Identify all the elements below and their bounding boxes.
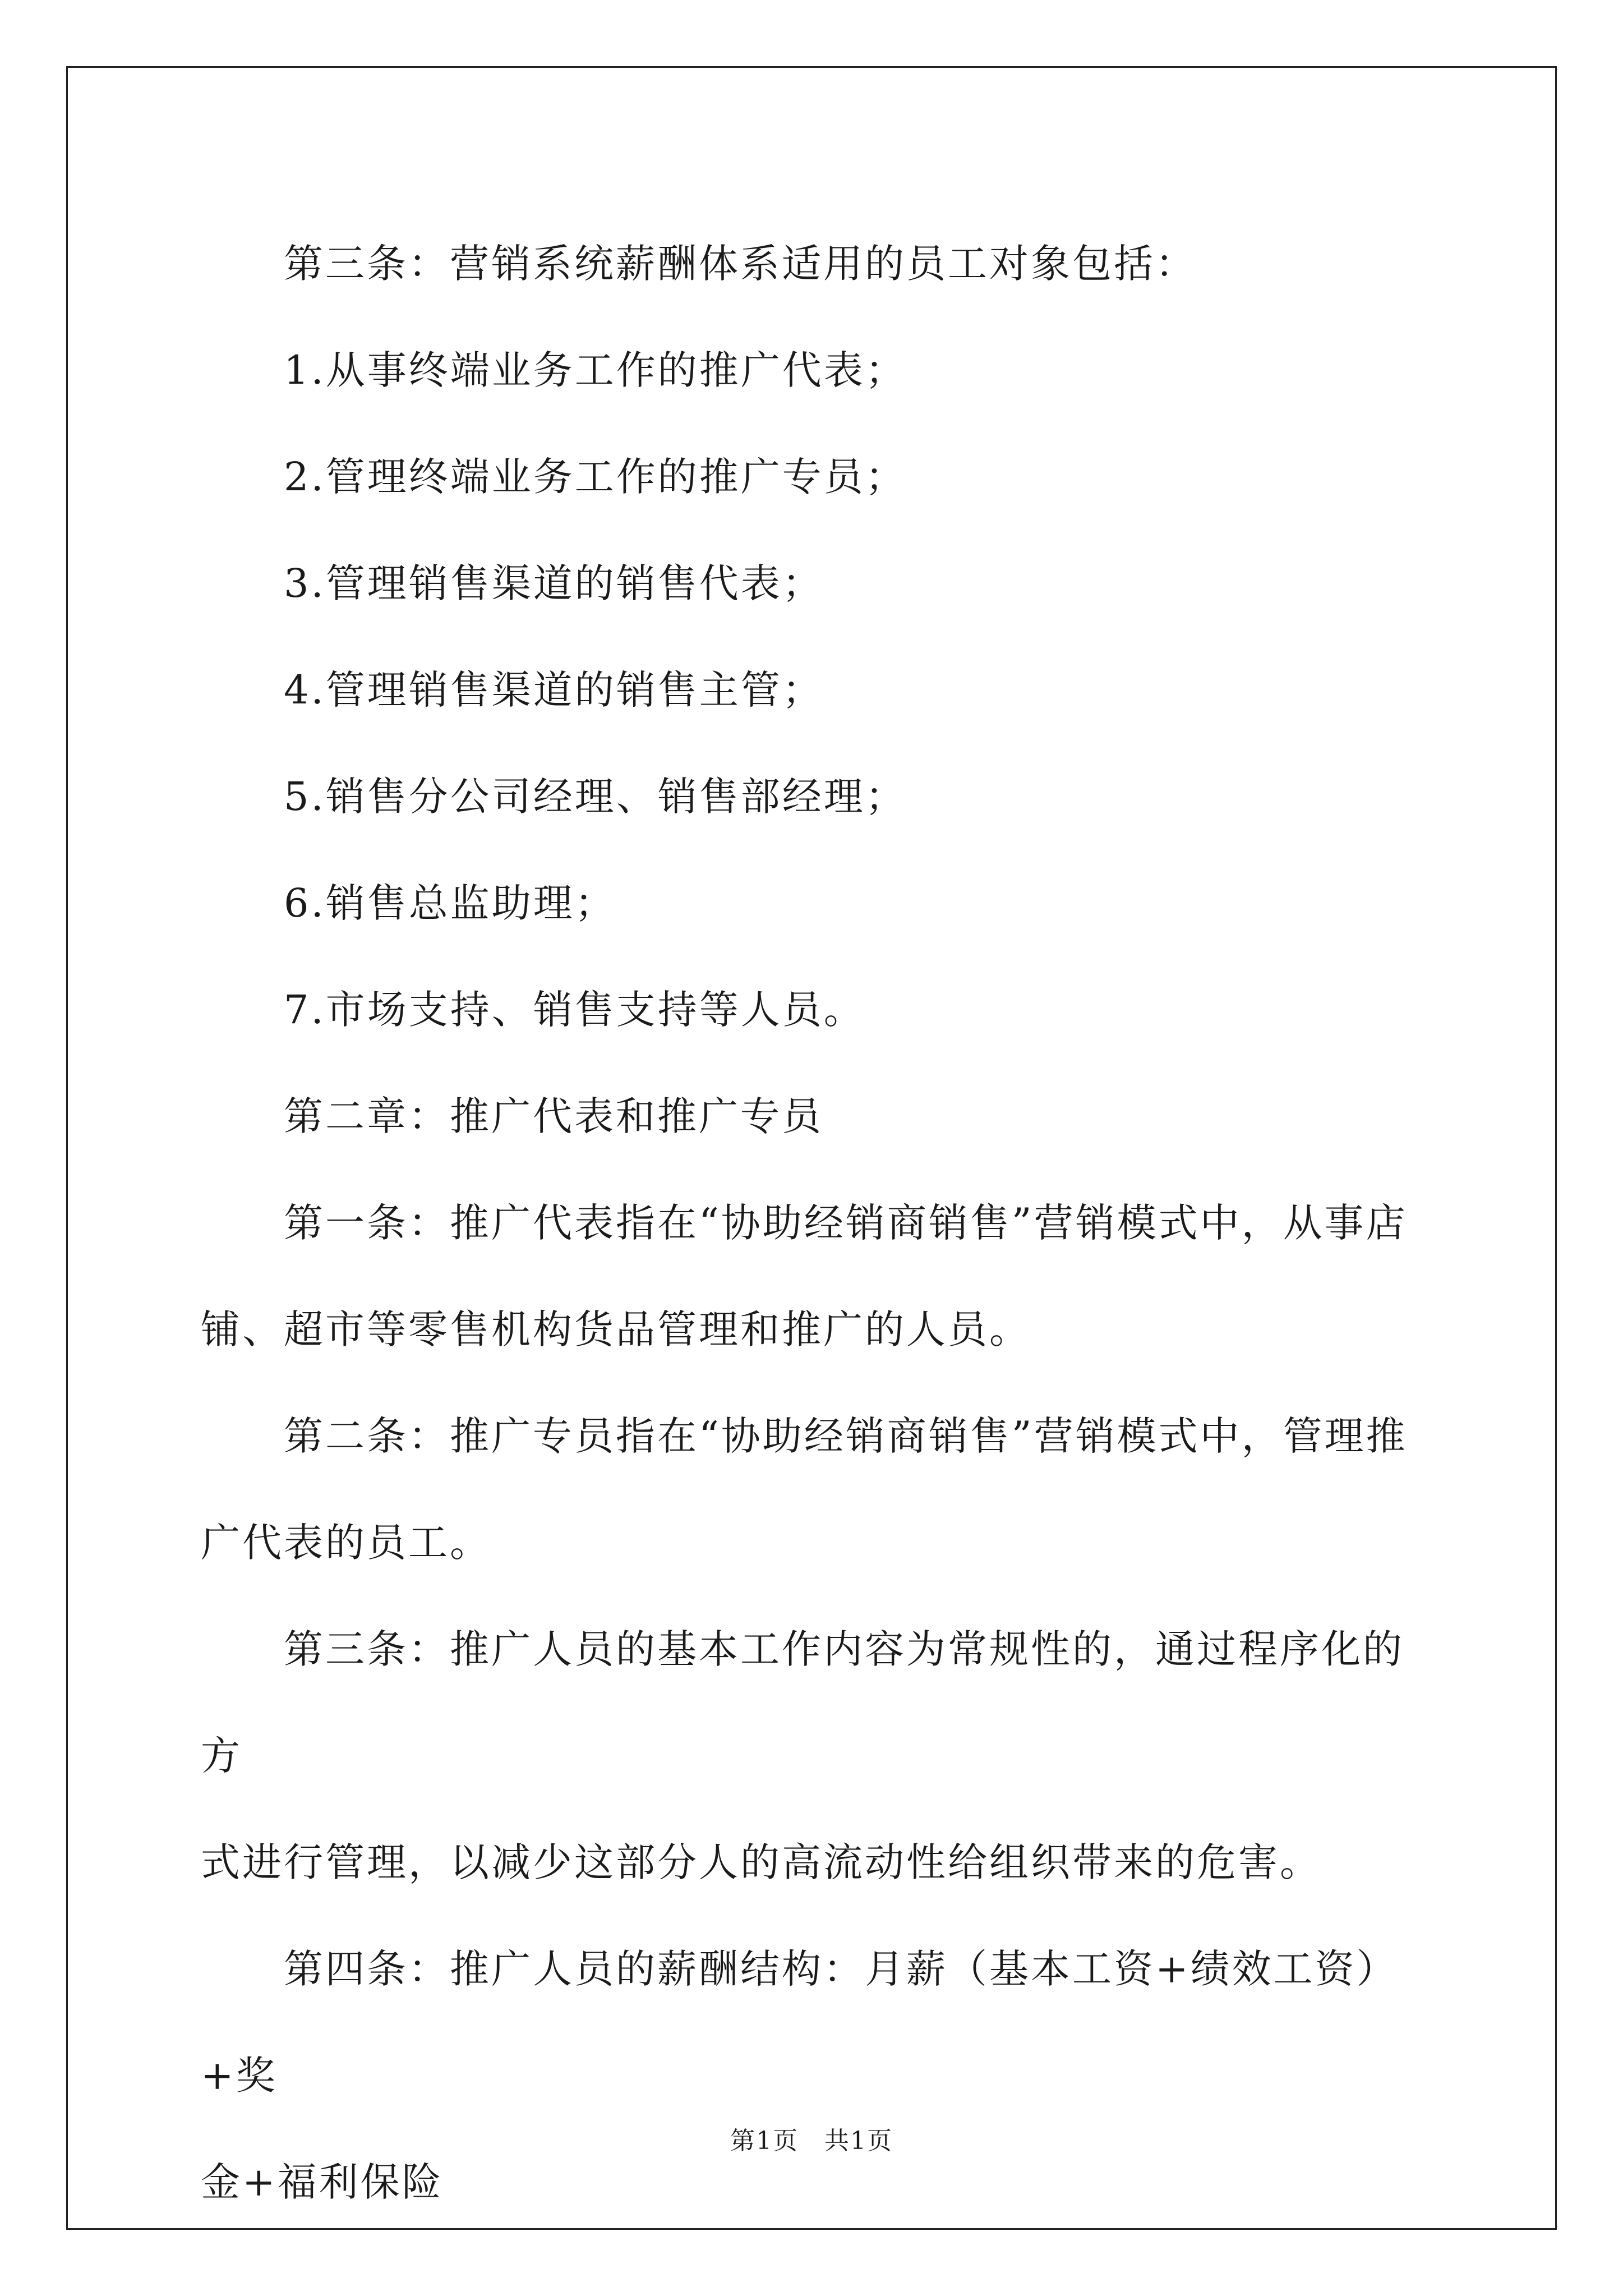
paragraph-11 [201, 1383, 1435, 1596]
paragraph-2-line-1: 1.从事终端业务工作的推广代表； [284, 347, 907, 393]
page-number-label: 第1页 共1页 [730, 2127, 893, 2155]
paragraph-1-line-1: 第三条：营销系统薪酬体系适用的员工对象包括： [284, 241, 1197, 287]
paragraph-11-line-1: 第二条：推广专员指在“协助经销商销售”营销模式中，管理推 [284, 1413, 1408, 1459]
page-footer [0, 2120, 1623, 2156]
paragraph-10-line-2: 铺、超市等零售机构货品管理和推广的人员。 [201, 1306, 1031, 1352]
paragraph-12-line-2: 式进行管理，以减少这部分人的高流动性给组织带来的危害。 [201, 1839, 1321, 1885]
paragraph-7-line-1: 6.销售总监助理； [284, 880, 616, 926]
paragraph-1 [201, 210, 1435, 317]
paragraph-4-line-1: 3.管理销售渠道的销售代表； [284, 560, 824, 606]
paragraph-10 [201, 1170, 1435, 1383]
paragraph-5 [201, 637, 1435, 743]
paragraph-11-line-2: 广代表的员工。 [201, 1520, 491, 1566]
paragraph-10-line-1: 第一条：推广代表指在“协助经销商销售”营销模式中，从事店 [284, 1200, 1408, 1246]
document-body [201, 210, 1435, 2235]
chapter-heading-text: 第二章：推广代表和推广专员 [284, 1093, 823, 1139]
paragraph-3 [201, 424, 1435, 530]
paragraph-13-line-1: 第四条：推广人员的薪酬结构：月薪（基本工资+绩效工资）+奖 [201, 1946, 1398, 2099]
paragraph-4 [201, 530, 1435, 637]
paragraph-12 [201, 1596, 1435, 1916]
paragraph-6 [201, 743, 1435, 850]
paragraph-2 [201, 317, 1435, 424]
chapter-heading [201, 1063, 1435, 1170]
paragraph-8-line-1: 7.市场支持、销售支持等人员。 [284, 987, 865, 1033]
paragraph-12-line-1: 第三条：推广人员的基本工作内容为常规性的，通过程序化的方 [201, 1626, 1404, 1779]
paragraph-13-line-2: 金+福利保险 [201, 2159, 444, 2205]
paragraph-3-line-1: 2.管理终端业务工作的推广专员； [284, 454, 907, 500]
paragraph-8 [201, 956, 1435, 1063]
paragraph-7 [201, 850, 1435, 956]
paragraph-5-line-1: 4.管理销售渠道的销售主管； [284, 667, 824, 713]
paragraph-13 [201, 1916, 1435, 2235]
paragraph-6-line-1: 5.销售分公司经理、销售部经理； [284, 774, 907, 820]
